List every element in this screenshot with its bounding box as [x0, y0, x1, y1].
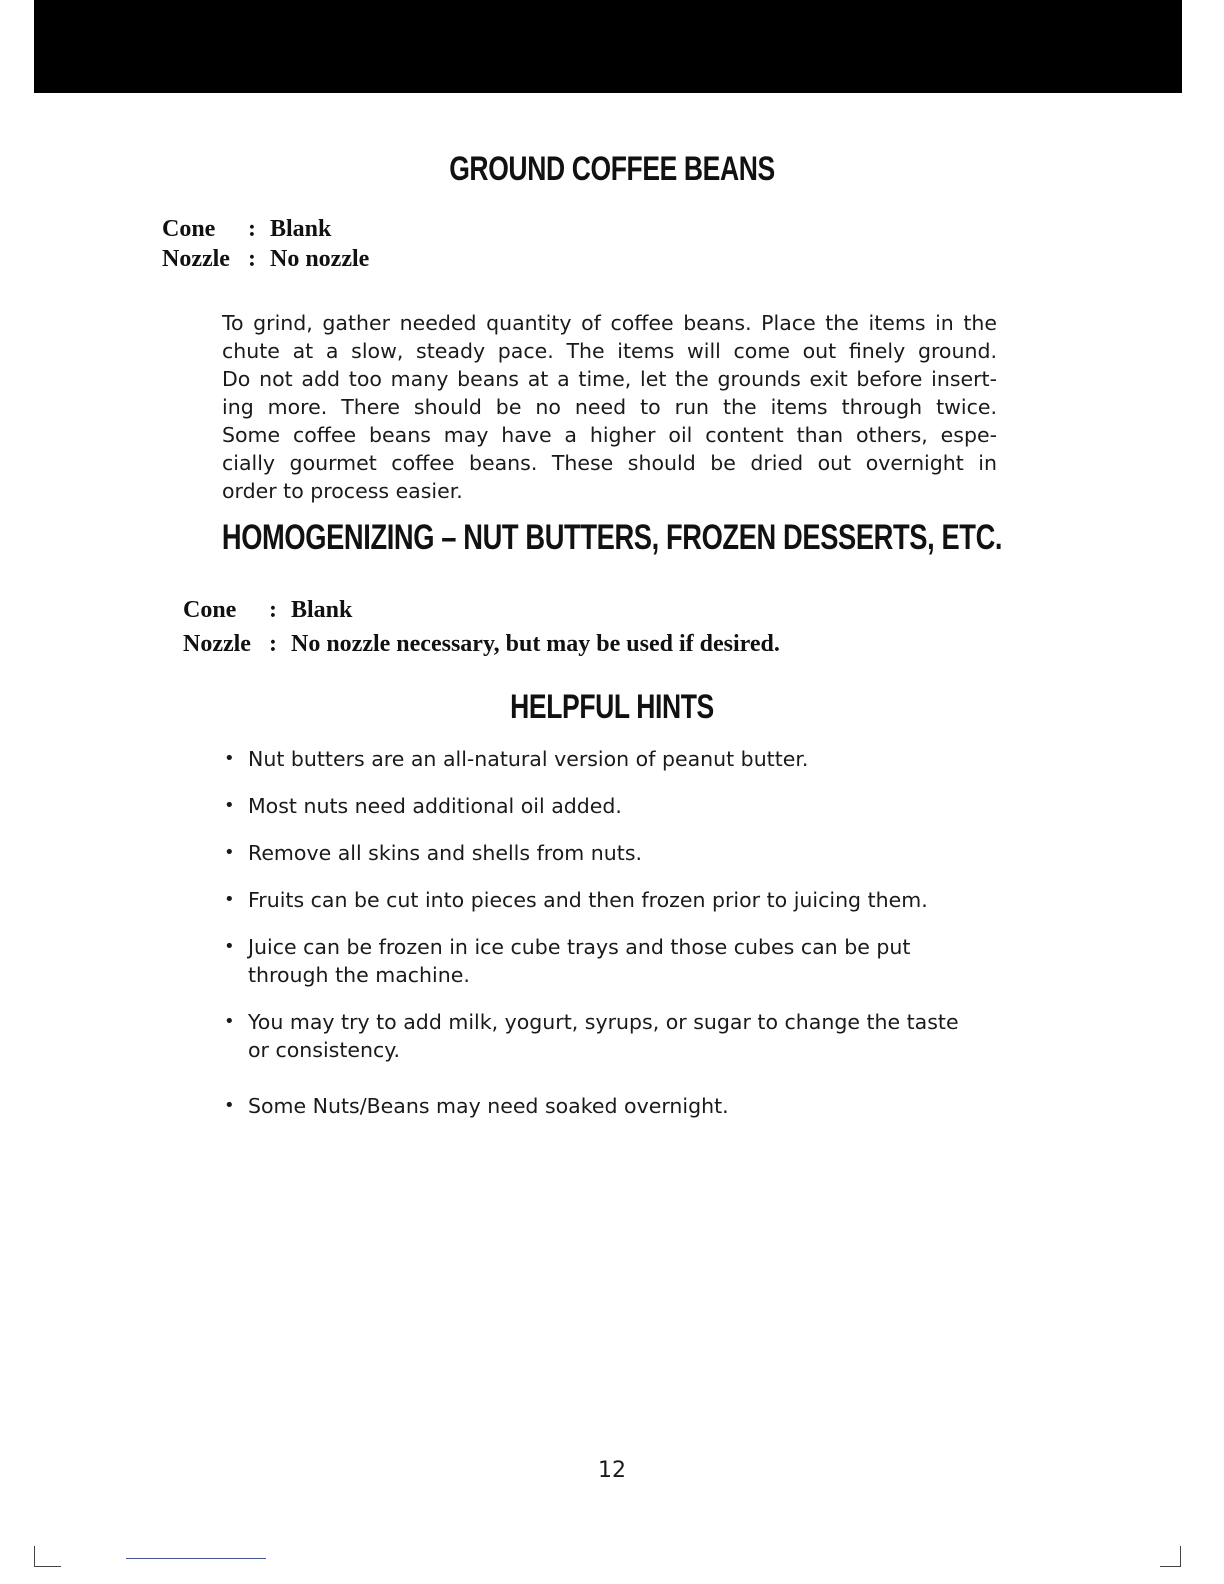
separator: :: [269, 631, 277, 657]
cone-value: Blank: [291, 597, 353, 623]
list-item: [222, 886, 982, 914]
nozzle-setting: [162, 244, 369, 274]
cone-label: Cone: [183, 597, 237, 623]
crop-mark-right: [1160, 1546, 1181, 1567]
bullet-icon: •: [224, 1095, 235, 1116]
list-item: [222, 839, 982, 867]
header-black-band: [34, 0, 1182, 93]
nozzle-label: Nozzle: [162, 246, 230, 272]
paragraph-line: order to process easier.: [222, 479, 463, 503]
paragraph-line: To grind, gather needed quantity of coffee beans. Place the items in the: [222, 311, 997, 335]
nozzle-setting: [183, 629, 780, 659]
paragraph-line: Do not add too many beans at a time, let the grounds exit before insert-: [222, 367, 997, 391]
nozzle-value: No nozzle necessary, but may be used if desired.: [291, 631, 780, 657]
cone-setting: [162, 214, 369, 244]
separator: :: [269, 597, 277, 623]
settings-homogenizing: [183, 595, 780, 659]
paragraph-line: Some coffee beans may have a higher oil content than others, espe-: [222, 423, 997, 447]
page-number: 12: [598, 1458, 626, 1483]
paragraph-line: chute at a slow, steady pace. The items will come out finely ground.: [222, 339, 997, 363]
hint-text: Most nuts need additional oil added.: [248, 794, 622, 818]
paragraph-line: cially gourmet coffee beans. These should be dried out overnight in: [222, 451, 997, 475]
paragraph-line: ing more. There should be no need to run the items through twice.: [222, 395, 997, 419]
list-item: [222, 745, 982, 773]
footer-rule: [126, 1558, 266, 1559]
bullet-icon: •: [224, 936, 235, 957]
bullet-icon: •: [224, 842, 235, 863]
hint-text: You may try to add milk, yogurt, syrups, or sugar to change the taste or consistency.: [248, 1010, 959, 1062]
section-title-ground-coffee: GROUND COFFEE BEANS: [449, 150, 775, 188]
crop-mark-left: [34, 1546, 61, 1567]
section-title-helpful-hints: HELPFUL HINTS: [510, 688, 714, 726]
hint-text: Some Nuts/Beans may need soaked overnight.: [248, 1094, 729, 1118]
hint-text: Remove all skins and shells from nuts.: [248, 841, 643, 865]
cone-label: Cone: [162, 216, 216, 242]
separator: :: [248, 216, 256, 242]
nozzle-label: Nozzle: [183, 631, 251, 657]
nozzle-value: No nozzle: [270, 246, 370, 272]
bullet-icon: •: [224, 795, 235, 816]
settings-ground-coffee: [162, 214, 369, 274]
grinding-instructions: [222, 309, 997, 505]
list-item: [222, 933, 982, 989]
separator: :: [248, 246, 256, 272]
section-title-homogenizing: HOMOGENIZING – NUT BUTTERS, FROZEN DESSERTS, ETC.: [221, 518, 1003, 557]
bullet-icon: •: [224, 1011, 235, 1032]
list-item: [222, 792, 982, 820]
hint-text: Juice can be frozen in ice cube trays and those cubes can be put through the machine.: [248, 935, 911, 987]
bullet-icon: •: [224, 748, 235, 769]
cone-setting: [183, 595, 780, 625]
bullet-icon: •: [224, 889, 235, 910]
list-item: [222, 1092, 982, 1120]
hint-text: Nut butters are an all-natural version of peanut butter.: [248, 747, 809, 771]
cone-value: Blank: [270, 216, 332, 242]
hint-text: Fruits can be cut into pieces and then frozen prior to juicing them.: [248, 888, 928, 912]
list-item: [222, 1008, 982, 1064]
